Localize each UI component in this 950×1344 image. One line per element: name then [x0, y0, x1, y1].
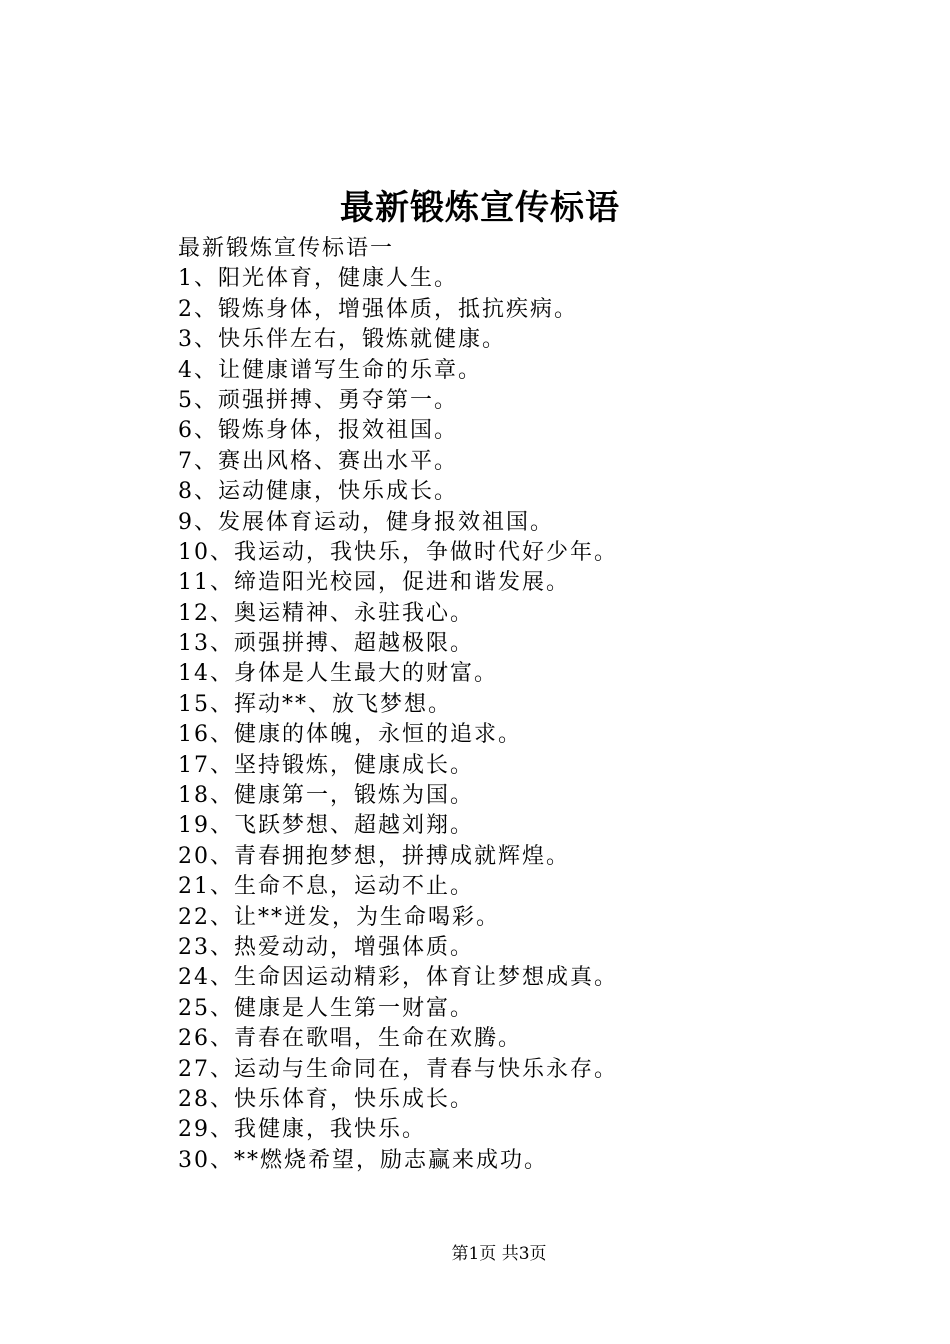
slogan-line: 3、快乐伴左右，锻炼就健康。	[178, 327, 506, 353]
slogan-line: 10、我运动，我快乐，争做时代好少年。	[178, 539, 618, 565]
slogan-line: 11、缔造阳光校园，促进和谐发展。	[178, 570, 570, 596]
slogan-line: 18、健康第一，锻炼为国。	[178, 783, 474, 809]
slogan-line: 28、快乐体育，快乐成长。	[178, 1086, 474, 1112]
slogan-line: 21、生命不息，运动不止。	[178, 874, 474, 900]
section-heading: 最新锻炼宣传标语一	[178, 236, 395, 261]
slogan-line: 9、发展体育运动，健身报效祖国。	[178, 509, 554, 535]
slogan-line: 30、**燃烧希望，励志赢来成功。	[178, 1147, 548, 1173]
slogan-line: 20、青春拥抱梦想，拼搏成就辉煌。	[178, 843, 570, 869]
slogan-line: 29、我健康，我快乐。	[178, 1117, 426, 1143]
slogan-line: 15、挥动**、放飞梦想。	[178, 691, 452, 717]
slogan-line: 23、热爱动动，增强体质。	[178, 934, 474, 960]
slogan-line: 5、顽强拼搏、勇夺第一。	[178, 387, 458, 413]
slogan-line: 14、身体是人生最大的财富。	[178, 661, 498, 687]
slogan-line: 27、运动与生命同在，青春与快乐永存。	[178, 1056, 618, 1082]
slogan-line: 13、顽强拼搏、超越极限。	[178, 631, 474, 657]
slogan-line: 8、运动健康，快乐成长。	[178, 479, 458, 505]
slogan-line: 1、阳光体育，健康人生。	[178, 266, 458, 292]
document-body	[178, 234, 898, 1176]
slogan-line: 4、让健康谱写生命的乐章。	[178, 357, 482, 383]
slogan-line: 24、生命因运动精彩，体育让梦想成真。	[178, 965, 618, 991]
slogan-line: 16、健康的体魄，永恒的追求。	[178, 722, 522, 748]
slogan-line: 6、锻炼身体，报效祖国。	[178, 418, 458, 444]
slogan-line: 26、青春在歌唱，生命在欢腾。	[178, 1026, 522, 1052]
slogan-line: 19、飞跃梦想、超越刘翔。	[178, 813, 474, 839]
document-title: 最新锻炼宣传标语	[340, 188, 620, 228]
slogan-line: 7、赛出风格、赛出水平。	[178, 448, 458, 474]
slogan-line: 17、坚持锻炼，健康成长。	[178, 752, 474, 778]
slogan-line: 25、健康是人生第一财富。	[178, 995, 474, 1021]
page-number-footer: 第1页 共3页	[451, 1244, 547, 1264]
slogan-line: 2、锻炼身体，增强体质，抵抗疾病。	[178, 296, 578, 322]
slogan-line: 12、奥运精神、永驻我心。	[178, 600, 474, 626]
slogan-line: 22、让**迸发，为生命喝彩。	[178, 904, 500, 930]
